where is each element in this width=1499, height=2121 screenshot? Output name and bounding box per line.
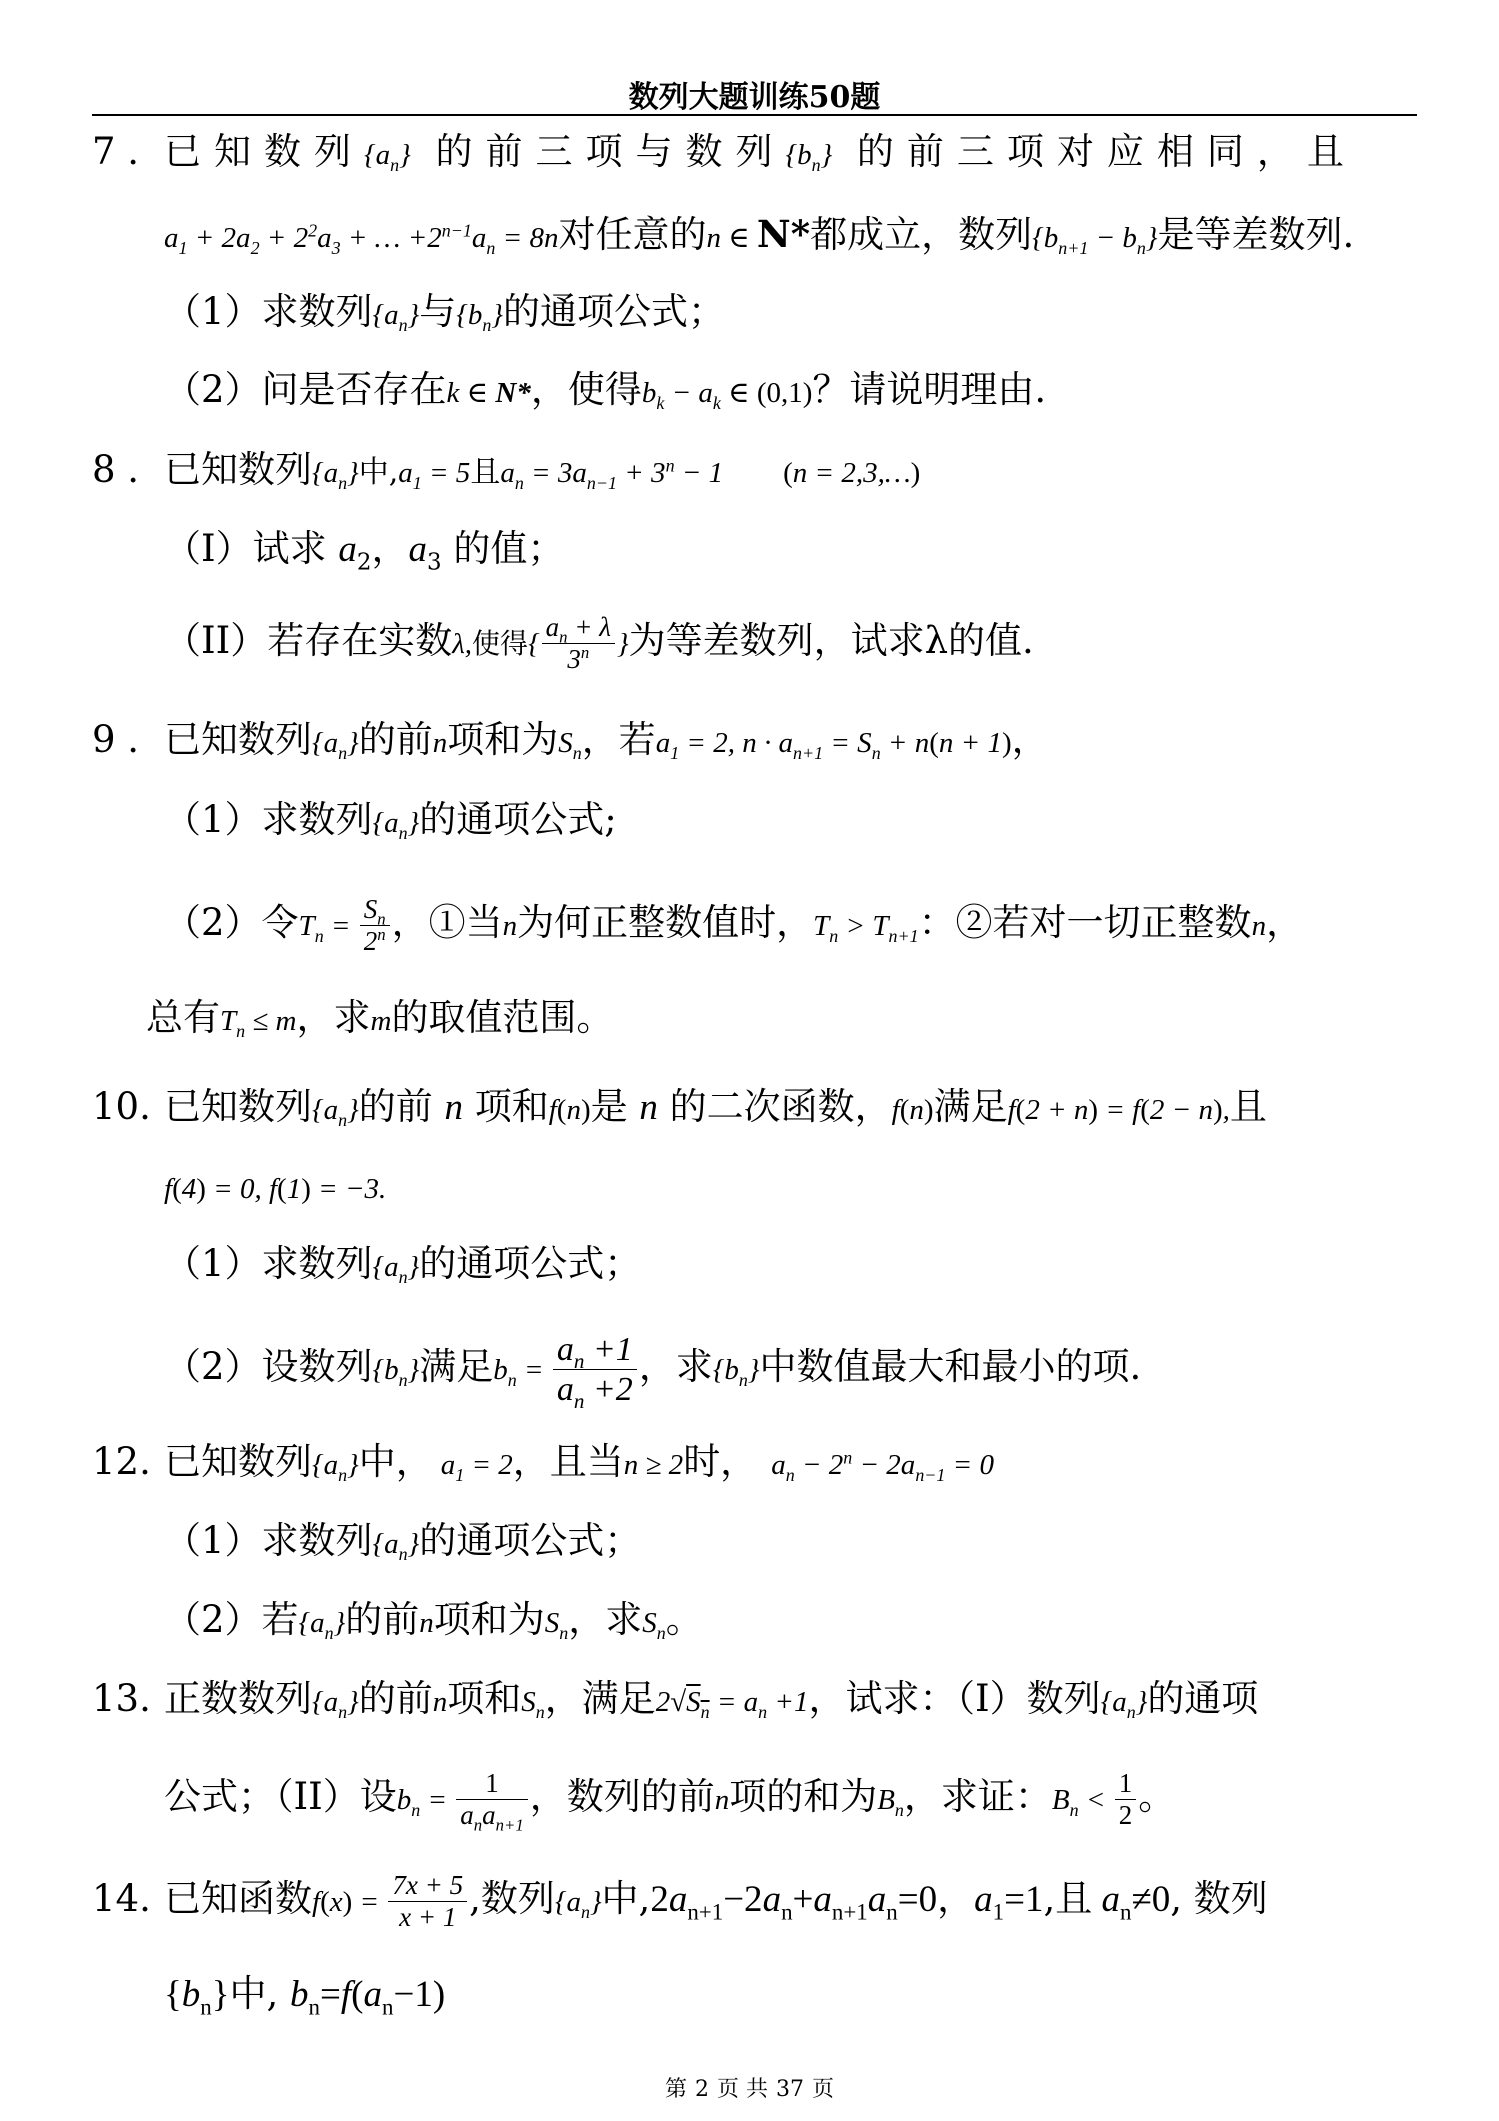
- problem-8-part-1: （I）试求 $a_2$，$a_3$ 的值；: [164, 527, 565, 576]
- page-title: 数列大题训练50题: [628, 80, 881, 115]
- problem-7-part-1: （1）求数列$\{a_n\}$与$\{b_n\}$的通项公式；: [164, 290, 725, 335]
- problem-9-stem: 9 . 已知数列$\{a_n\}$的前n项和为$S_n$，若$a_1 = 2$, $n \cdot a_{n+1} = S_n + n(n + 1)$，: [92, 718, 1049, 763]
- problem-9-part-2: （2）令$T_n$ = $\frac{S_n}{2^n}$ ，①当n为何正整数值时，$T_n > T_{n+1}$：②若对一切正整数n，: [164, 894, 1304, 957]
- footer-prefix: 第: [664, 2077, 687, 2102]
- problem-8-stem: 8 . 已知数列$\{a_n\}$中$,a_1 = 5$且$a_n = 3a_{n-1} + 3^n - 1$ (n = 2,3,…): [92, 448, 921, 493]
- page-footer: [0, 2072, 1499, 2103]
- footer-total-pages: 37: [776, 2077, 804, 2102]
- problem-13-part-2: 公式；（II）设$b_n$ = $\frac{1}{a_na_{n+1}}$ ，数列的前n项的和为$B_n$，求证：$B_n$ < $\frac{1}{2}$ 。: [164, 1768, 1176, 1835]
- problem-7-part-2: （2）问是否存在k ∈ N*，使得$b_k - a_k$ ∈ (0,1)？请说明理由.: [164, 368, 1047, 413]
- problem-9-part-1: （1）求数列$\{a_n\}$的通项公式;: [164, 798, 617, 843]
- problem-10-stem: 10. 已知数列$\{a_n\}$的前 n 项和f(n)是 n 的二次函数，f(n)满足f(2 + n) = f(2 − n),且: [92, 1085, 1267, 1130]
- problem-10-condition: f(4) = 0, f(1) = −3.: [164, 1173, 387, 1205]
- problem-7-line-1: 7 . 已知数列$\{a_n\}$ 的前三项与数列$\{b_n\}$ 的前三项对应相同，且: [92, 130, 1357, 175]
- footer-mid: 页 共: [717, 2077, 768, 2102]
- problem-12-stem: 12. 已知数列$\{a_n\}$中， $a_1 = 2$，且当n ≥ 2时， $a_n - 2^n - 2a_{n-1} = 0$: [92, 1440, 994, 1485]
- footer-suffix: 页: [812, 2077, 835, 2102]
- footer-page-number: 2: [695, 2077, 709, 2102]
- p7-number: [0, 0, 1, 1]
- problem-7-line-2: $a_1 + 2a_2 + 2^2a_3$ + … $+2^{n-1}a_n = 8n$对任意的n ∈ N*都成立，数列$\{b_{n+1} - b_n\}$是等差数列.: [164, 212, 1355, 258]
- problem-12-part-1: （1）求数列$\{a_n\}$的通项公式；: [164, 1519, 642, 1564]
- problem-14-stem: 14. 已知函数f(x) = $\frac{7x + 5}{x + 1}$ ,数列$\{a_n\}$中$,2a_{n+1}-2a_n+a_{n+1}a_n=0$，$a_1=1$,且 $a_n\ne 0$, 数列: [92, 1870, 1268, 1933]
- problem-13-stem: 13. 正数数列$\{a_n\}$的前n项和$S_n$，满足$2√S_n = a_n +1$，试求：（I）数列$\{a_n\}$的通项: [92, 1677, 1259, 1722]
- problem-10-part-2: （2）设数列$\{b_n\}$满足$b_n$ = $\frac{a_n +1}{a_n +2}$ ，求$\{b_n\}$中数值最大和最小的项.: [164, 1331, 1142, 1413]
- problem-12-part-2: （2）若$\{a_n\}$的前n项和为$S_n$，求$S_n$。: [164, 1598, 703, 1643]
- problem-9-part-2b: 总有$T_n \le m$，求m的取值范围。: [146, 996, 614, 1041]
- problem-10-part-1: （1）求数列$\{a_n\}$的通项公式；: [164, 1242, 642, 1287]
- problem-8-part-2: （II）若存在实数λ,使得{ $\frac{a_n + \lambda}{3^n}$ }为等差数列，试求λ的值.: [164, 612, 1034, 675]
- header-rule: [92, 114, 1417, 116]
- problem-14-stem-2: $\{b_n\}$中, $b_n=f(a_n-1)$: [164, 1972, 446, 2020]
